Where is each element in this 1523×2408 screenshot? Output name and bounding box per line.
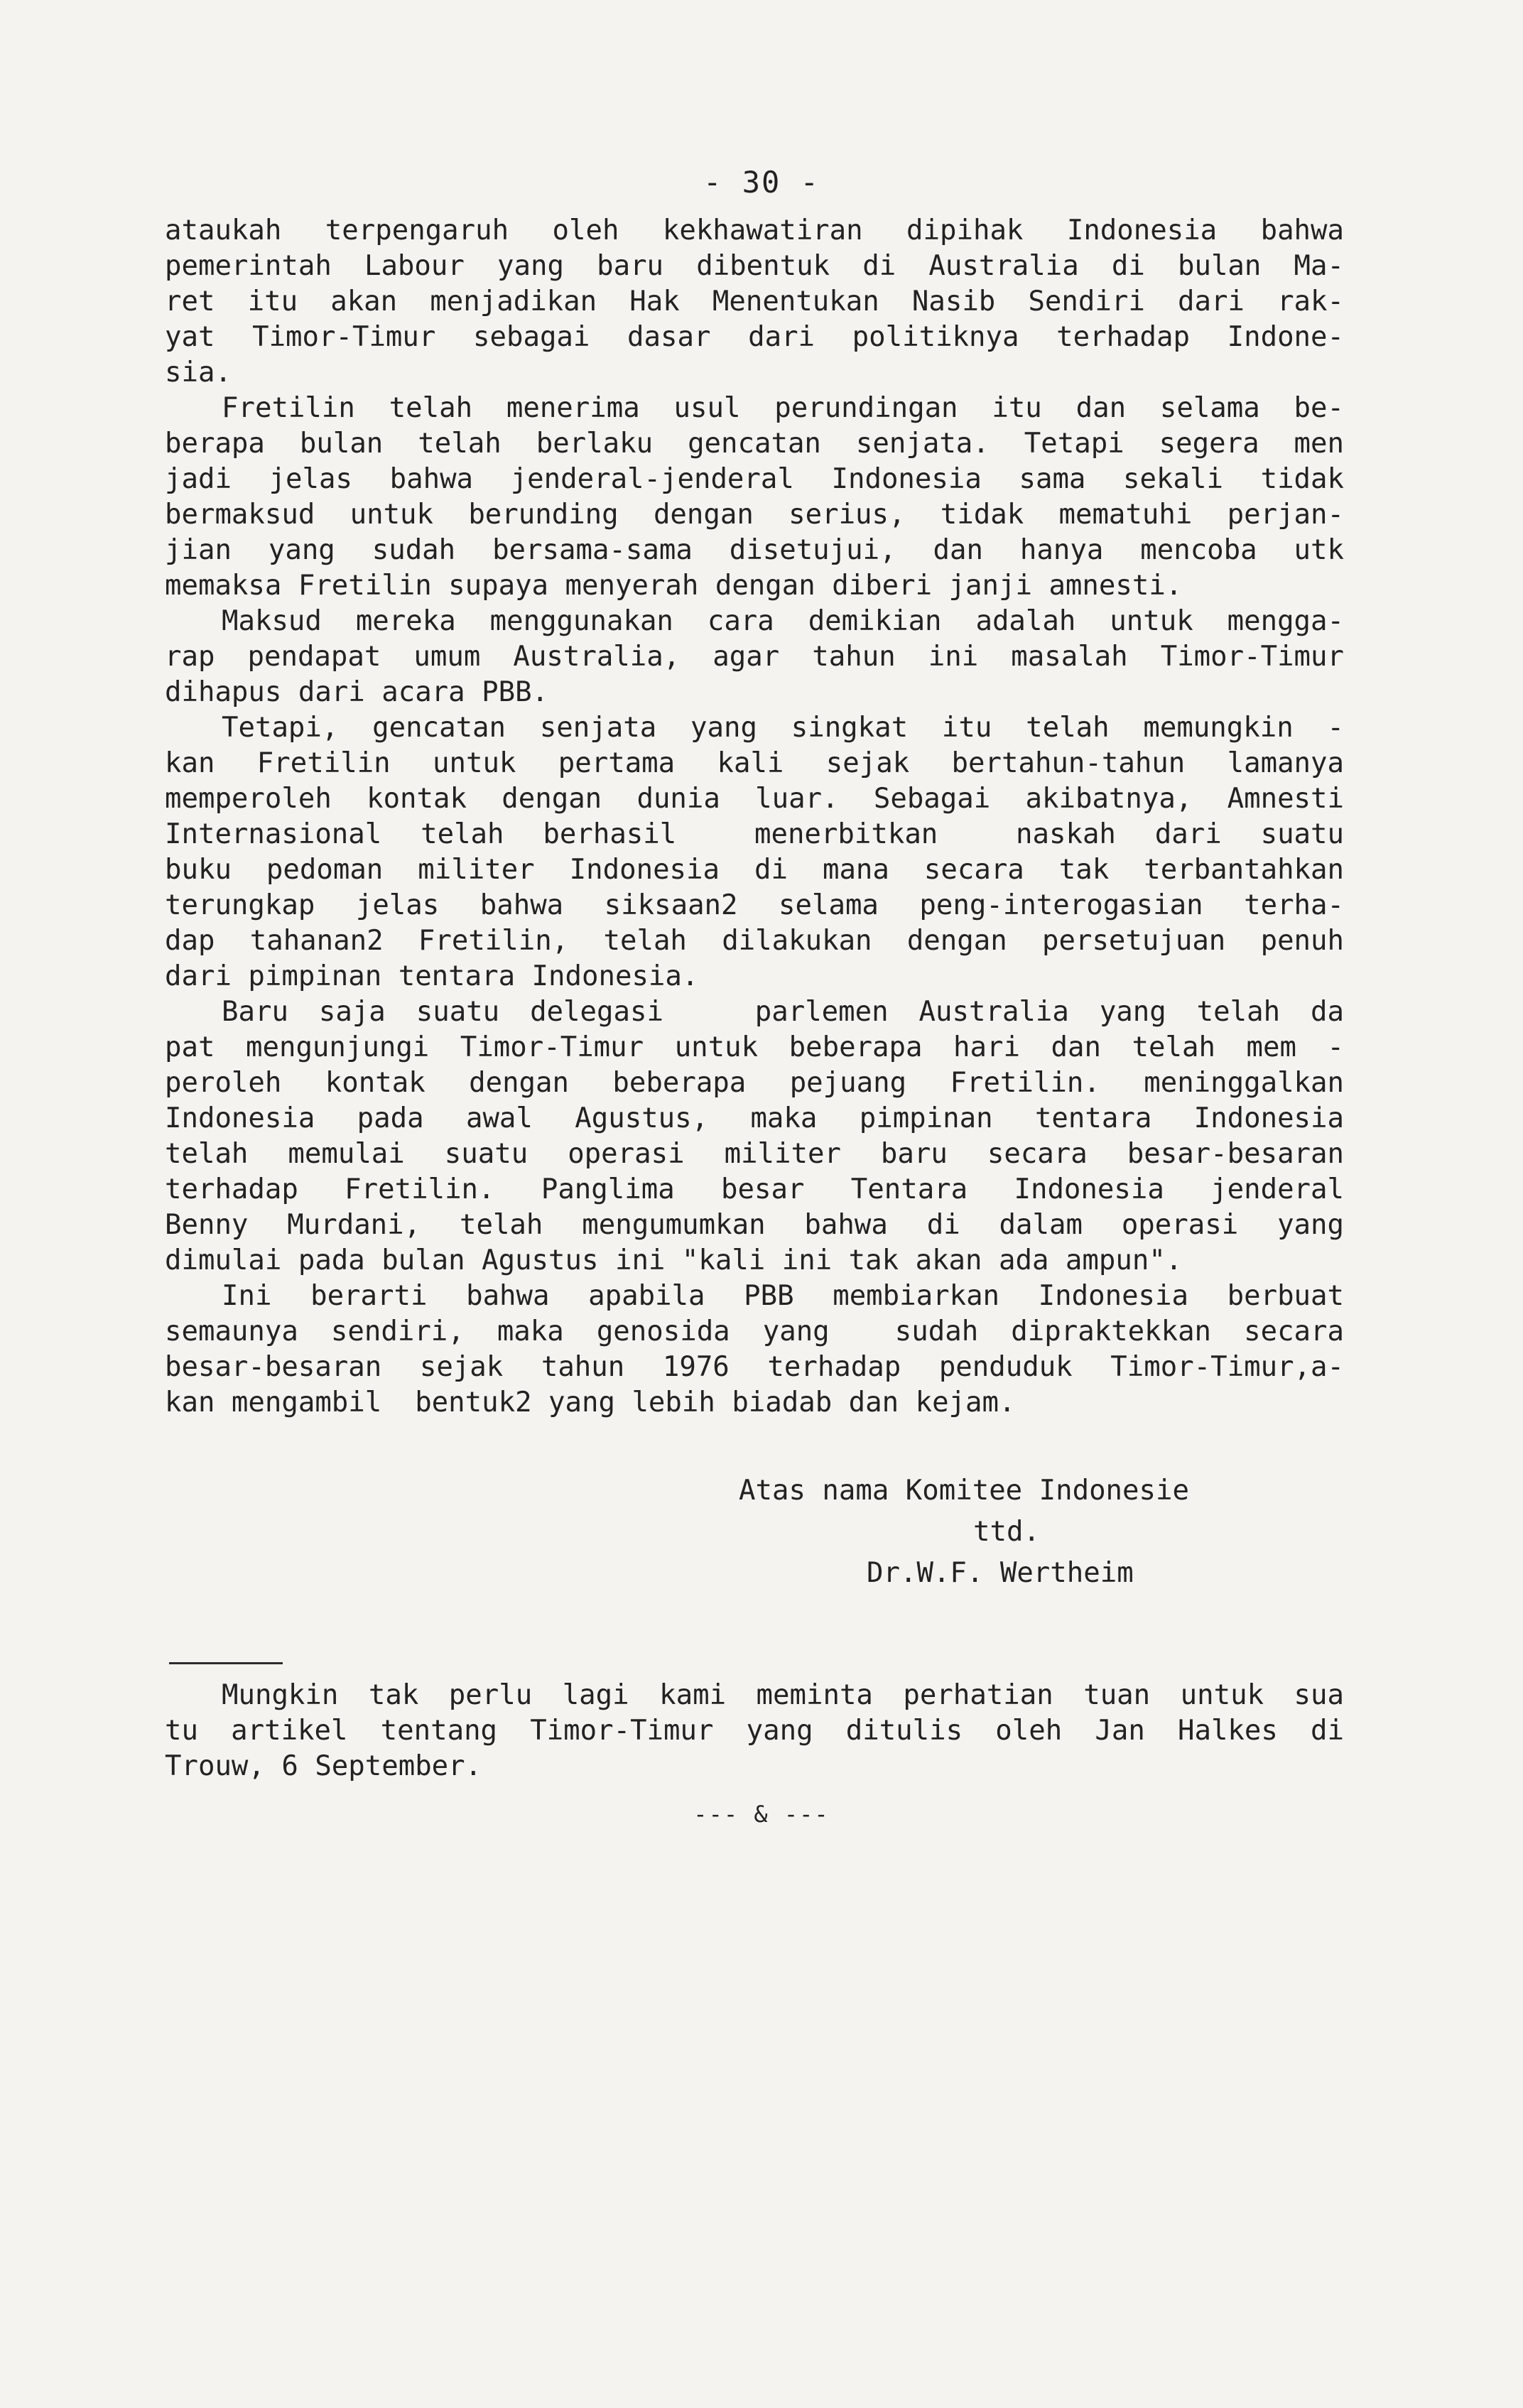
body-line: semaunya sendiri, maka genosida yang sudah dipraktekkan secara (165, 1316, 1344, 1347)
body-line: dap tahanan2 Fretilin, telah dilakukan dengan persetujuan penuh (165, 925, 1344, 957)
body-line: buku pedoman militer Indonesia di mana secara tak terbantahkan (165, 854, 1344, 886)
body-line: kan mengambil bentuk2 yang lebih biadab dan kejam. (165, 1387, 1016, 1419)
body-line: Maksud mereka menggunakan cara demikian adalah untuk mengga- (222, 605, 1344, 637)
body-line: jadi jelas bahwa jenderal-jenderal Indonesia sama sekali tidak (165, 463, 1344, 495)
body-line: Internasional telah berhasil menerbitkan naskah dari suatu (165, 818, 1344, 850)
footnote-line: tu artikel tentang Timor-Timur yang ditulis oleh Jan Halkes di (165, 1715, 1344, 1747)
footnote (165, 1678, 1344, 1784)
page-number: - 30 - (703, 165, 820, 200)
body-line: terhadap Fretilin. Panglima besar Tentara Indonesia jenderal (165, 1173, 1344, 1205)
signature-block (739, 1470, 1279, 1594)
body-line: rap pendapat umum Australia, agar tahun ini masalah Timor-Timur (165, 641, 1344, 673)
body-line: memperoleh kontak dengan dunia luar. Sebagai akibatnya, Amnesti (165, 783, 1344, 815)
footnote-line: Trouw, 6 September. (165, 1750, 482, 1782)
body-line: Fretilin telah menerima usul perundingan itu dan selama be- (222, 392, 1344, 424)
body-line: pat mengunjungi Timor-Timur untuk beberapa hari dan telah mem - (165, 1031, 1344, 1063)
body-line: ret itu akan menjadikan Hak Menentukan Nasib Sendiri dari rak- (165, 286, 1344, 318)
body-line: berapa bulan telah berlaku gencatan senjata. Tetapi segera men (165, 428, 1344, 460)
body-line: memaksa Fretilin supaya menyerah dengan diberi janji amnesti. (165, 570, 1183, 602)
body-line: terungkap jelas bahwa siksaan2 selama peng-interogasian terha- (165, 889, 1344, 921)
footnote-rule (169, 1662, 283, 1664)
body-line: Baru saja suatu delegasi parlemen Australia yang telah da (222, 996, 1344, 1028)
end-mark: --- & --- (693, 1801, 830, 1828)
body-line: Tetapi, gencatan senjata yang singkat itu telah memungkin - (222, 712, 1344, 744)
body-line: jian yang sudah bersama-sama disetujui, dan hanya mencoba utk (165, 534, 1344, 566)
body-line: dimulai pada bulan Agustus ini "kali ini tak akan ada ampun". (165, 1244, 1183, 1276)
body-line: kan Fretilin untuk pertama kali sejak bertahun-tahun lamanya (165, 747, 1344, 779)
body-line: bermaksud untuk berunding dengan serius, tidak mematuhi perjan- (165, 499, 1344, 531)
body-line: pemerintah Labour yang baru dibentuk di Australia di bulan Ma- (165, 250, 1344, 282)
body-line: Ini berarti bahwa apabila PBB membiarkan Indonesia berbuat (222, 1280, 1344, 1312)
body-line: dihapus dari acara PBB. (165, 676, 549, 708)
body-line: sia. (165, 357, 232, 389)
body-line: besar-besaran sejak tahun 1976 terhadap penduduk Timor-Timur,a- (165, 1351, 1344, 1383)
footnote-line: Mungkin tak perlu lagi kami meminta perhatian tuan untuk sua (222, 1679, 1344, 1711)
body-line: Benny Murdani, telah mengumumkan bahwa di dalam operasi yang (165, 1209, 1344, 1241)
body-line: dari pimpinan tentara Indonesia. (165, 960, 699, 992)
signature-on-behalf: Atas nama Komitee Indonesie (739, 1475, 1189, 1507)
body-line: telah memulai suatu operasi militer baru secara besar-besaran (165, 1138, 1344, 1170)
signature-name: Dr.W.F. Wertheim (867, 1557, 1134, 1589)
body-line: ataukah terpengaruh oleh kekhawatiran dipihak Indonesia bahwa (165, 215, 1344, 246)
body-line: peroleh kontak dengan beberapa pejuang Fretilin. meninggalkan (165, 1067, 1344, 1099)
body-line: yat Timor-Timur sebagai dasar dari politiknya terhadap Indone- (165, 321, 1344, 353)
body-text (165, 213, 1344, 1421)
signature-ttd: ttd. (973, 1516, 1040, 1548)
body-line: Indonesia pada awal Agustus, maka pimpinan tentara Indonesia (165, 1102, 1344, 1134)
